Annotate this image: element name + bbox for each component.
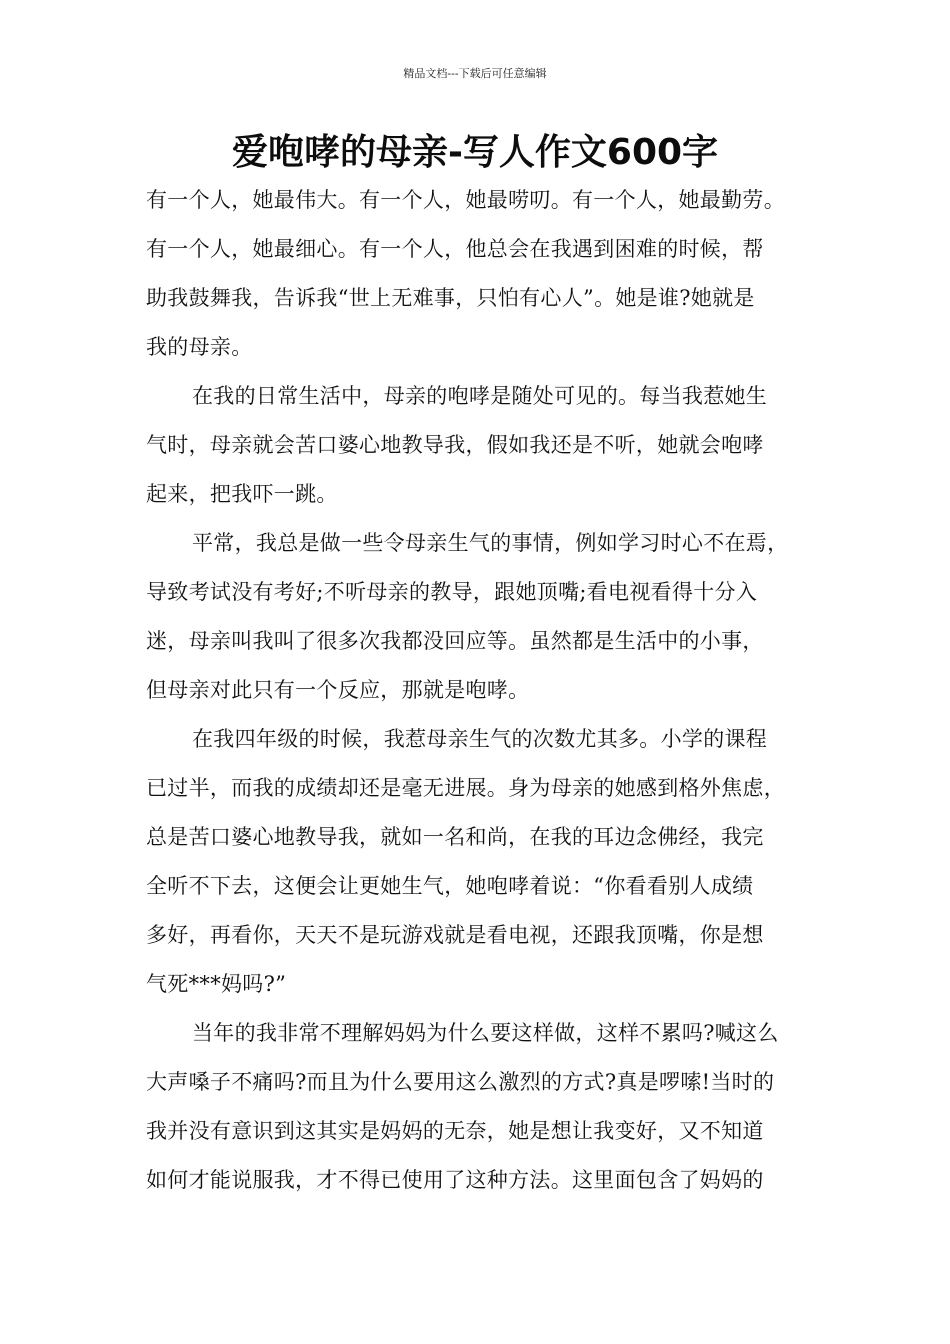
paragraph-5 (146, 1009, 826, 1205)
text-line: 但母亲对此只有一个反应，那就是咆哮。 (146, 678, 530, 702)
text-line: 迷，母亲叫我叫了很多次我都没回应等。虽然都是生活中的小事， (146, 629, 764, 653)
text-line: 大声嗓子不痛吗?而且为什么要用这么激烈的方式?真是啰嗦!当时的 (146, 1070, 775, 1094)
text-line: 气时，母亲就会苦口婆心地教导我，假如我还是不听，她就会咆哮 (146, 433, 764, 457)
text-line: 导致考试没有考好;不听母亲的教导，跟她顶嘴;看电视看得十分入 (146, 580, 758, 604)
paragraph-3 (146, 519, 826, 715)
text-line: 全听不下去，这便会让更她生气，她咆哮着说：“你看看别人成绩 (146, 874, 754, 898)
text-line: 当年的我非常不理解妈妈为什么要这样做，这样不累吗?喊这么 (192, 1021, 779, 1045)
text-line: 平常，我总是做一些令母亲生气的事情，例如学习时心不在焉， (192, 531, 789, 555)
text-line: 在我四年级的时候，我惹母亲生气的次数尤其多。小学的课程 (192, 727, 768, 751)
article-body (146, 176, 826, 1205)
paragraph-2 (146, 372, 826, 519)
text-line: 有一个人，她最伟大。有一个人，她最唠叨。有一个人，她最勤劳。 (146, 188, 785, 212)
text-line: 我并没有意识到这其实是妈妈的无奈，她是想让我变好，又不知道 (146, 1119, 764, 1143)
text-line: 多好，再看你，天天不是玩游戏就是看电视，还跟我顶嘴，你是想 (146, 923, 764, 947)
paragraph-1 (146, 176, 826, 372)
paragraph-4 (146, 715, 826, 1009)
text-line: 总是苦口婆心地教导我，就如一名和尚，在我的耳边念佛经，我完 (146, 825, 764, 849)
text-line: 已过半，而我的成绩却还是毫无进展。身为母亲的她感到格外焦虑， (146, 776, 785, 800)
text-line: 在我的日常生活中，母亲的咆哮是随处可见的。每当我惹她生 (192, 384, 768, 408)
document-title: 爱咆哮的母亲-写人作文600字 (231, 132, 719, 173)
text-line: 有一个人，她最细心。有一个人，他总会在我遇到困难的时候，帮 (146, 237, 764, 261)
text-line: 如何才能说服我，才不得已使用了这种方法。这里面包含了妈妈的 (146, 1168, 764, 1192)
page-header: 精品文档---下载后可任意编辑 (403, 67, 547, 80)
text-line: 我的母亲。 (146, 335, 253, 359)
text-line: 气死***妈吗?” (146, 972, 287, 996)
text-line: 助我鼓舞我，告诉我“世上无难事，只怕有心人”。她是谁?她就是 (146, 286, 755, 310)
text-line: 起来，把我吓一跳。 (146, 482, 338, 506)
